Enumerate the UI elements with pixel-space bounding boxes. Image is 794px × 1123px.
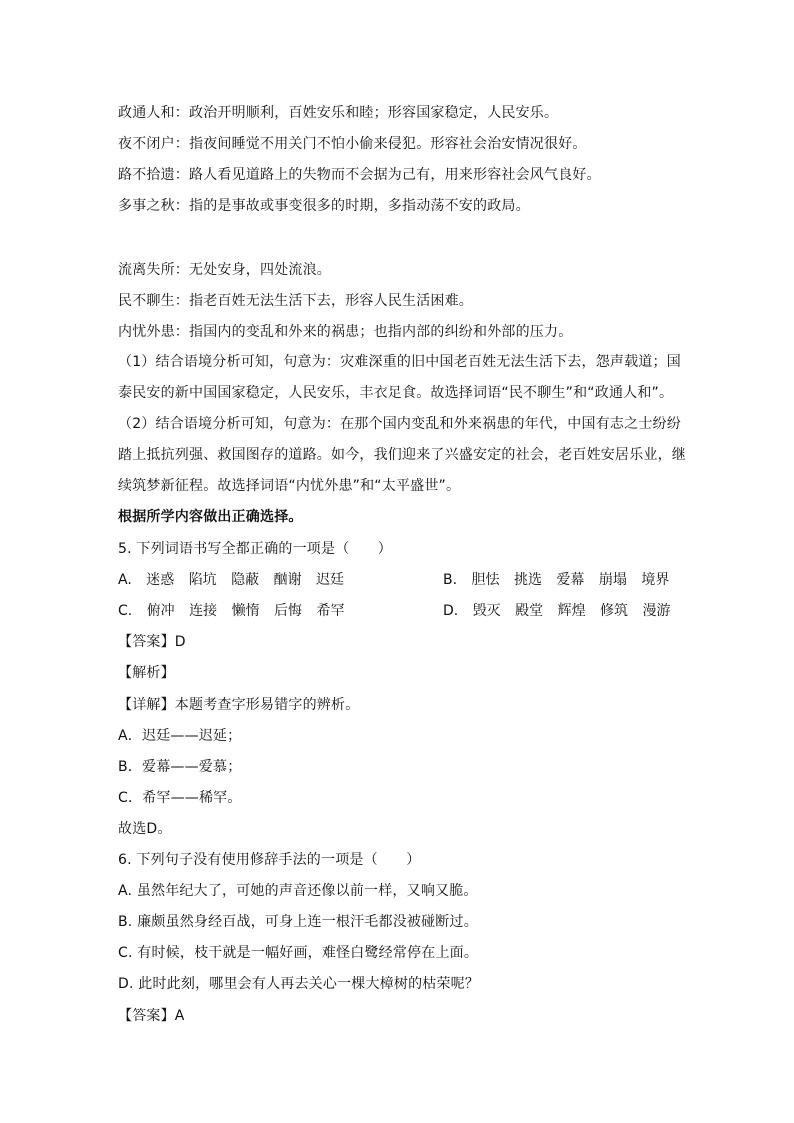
- q6-answer: 【答案】A: [118, 1008, 185, 1024]
- q5-analysis-heading: 【解析】: [118, 665, 175, 681]
- q6-option-a: A. 虽然年纪大了，可她的声音还像以前一样，又响又脆。: [118, 883, 478, 899]
- option-label: B.: [443, 572, 458, 588]
- analysis-line: 泰民安的新中国国家稳定，人民安乐，丰衣足食。故选择词语“民不聊生”和“政通人和”。: [118, 385, 674, 401]
- analysis-line: 续筑梦新征程。故选择词语“内忧外患”和“太平盛世”。: [118, 478, 461, 494]
- option-word: 俯冲: [146, 603, 175, 619]
- option-word: 崩塌: [598, 572, 627, 588]
- q5-item: C．希罕——稀罕。: [118, 790, 242, 806]
- option-label: A.: [118, 572, 132, 588]
- option-word: 境界: [641, 572, 670, 588]
- q6-option-b: B. 廉颇虽然身经百战，可身上连一根汗毛都没被碰断过。: [118, 914, 478, 930]
- option-word: 连接: [189, 603, 218, 619]
- q5-option-c: [118, 601, 355, 621]
- q5-detail: 【详解】本题考查字形易错字的辨析。: [118, 697, 360, 713]
- option-word: 迟廷: [316, 572, 345, 588]
- q6-option-c: C. 有时候，枝干就是一幅好画，难怪白鹭经常停在上面。: [118, 945, 479, 961]
- definition-line: 流离失所：无处安身，四处流浪。: [118, 262, 331, 278]
- option-word: 漫游: [642, 603, 671, 619]
- option-word: 陷坑: [188, 572, 217, 588]
- section-hint: 根据所学内容做出正确选择。: [118, 509, 303, 525]
- option-word: 修筑: [600, 603, 629, 619]
- definition-line: 内忧外患：指国内的变乱和外来的祸患；也指内部的纠纷和外部的压力。: [118, 324, 573, 340]
- q5-option-d: [443, 601, 681, 621]
- analysis-line: 踏上抵抗列强、救国图存的道路。如今，我们迎来了兴盛安定的社会，老百姓安居乐业，继: [118, 447, 686, 463]
- definition-line: 民不聊生：指老百姓无法生活下去，形容人民生活困难。: [118, 293, 473, 309]
- option-word: 毁灭: [472, 603, 501, 619]
- option-word: 酗谢: [273, 572, 302, 588]
- option-word: 胆怯: [471, 572, 500, 588]
- option-word: 爱幕: [556, 572, 585, 588]
- analysis-line: （2）结合语境分析可知，句意为：在那个国内变乱和外来祸患的年代，中国有志之士纷纷: [118, 416, 681, 432]
- option-word: 后悔: [274, 603, 303, 619]
- q5-answer: 【答案】D: [118, 634, 186, 650]
- q5-item: B．爱幕——爱慕；: [118, 759, 242, 775]
- option-word: 迷惑: [146, 572, 175, 588]
- option-word: 殿堂: [515, 603, 544, 619]
- q5-item: A．迟廷——迟延；: [118, 728, 242, 744]
- definition-line: 政通人和：政治开明顺利，百姓安乐和睦；形容国家稳定，人民安乐。: [118, 105, 559, 121]
- option-label: C.: [118, 603, 133, 619]
- q5-option-b: [443, 570, 679, 590]
- option-word: 隐蔽: [231, 572, 260, 588]
- definition-line: 夜不闭户：指夜间睡觉不用关门不怕小偷来侵犯。形容社会治安情况很好。: [118, 136, 587, 152]
- definition-line: 多事之秋：指的是事故或事变很多的时期，多指动荡不安的政局。: [118, 198, 530, 214]
- q5-conclusion: 故选D。: [118, 821, 172, 837]
- option-word: 希罕: [316, 603, 345, 619]
- q5-option-a: [118, 570, 354, 590]
- option-word: 辉煌: [557, 603, 586, 619]
- q6-option-d: D. 此时此刻，哪里会有人再去关心一棵大樟树的枯荣呢？: [118, 976, 480, 992]
- question-6-stem: 6. 下列句子没有使用修辞手法的一项是（ ）: [118, 852, 421, 868]
- question-5-stem: 5. 下列词语书写全都正确的一项是（ ）: [118, 541, 393, 557]
- option-label: D.: [443, 603, 459, 619]
- definition-line: 路不拾遗：路人看见道路上的失物而不会据为己有，用来形容社会风气良好。: [118, 167, 601, 183]
- option-word: 挑选: [513, 572, 542, 588]
- option-word: 懒惰: [231, 603, 260, 619]
- analysis-line: （1）结合语境分析可知，句意为：灾难深重的旧中国老百姓无法生活下去，怨声载道；国: [118, 354, 681, 370]
